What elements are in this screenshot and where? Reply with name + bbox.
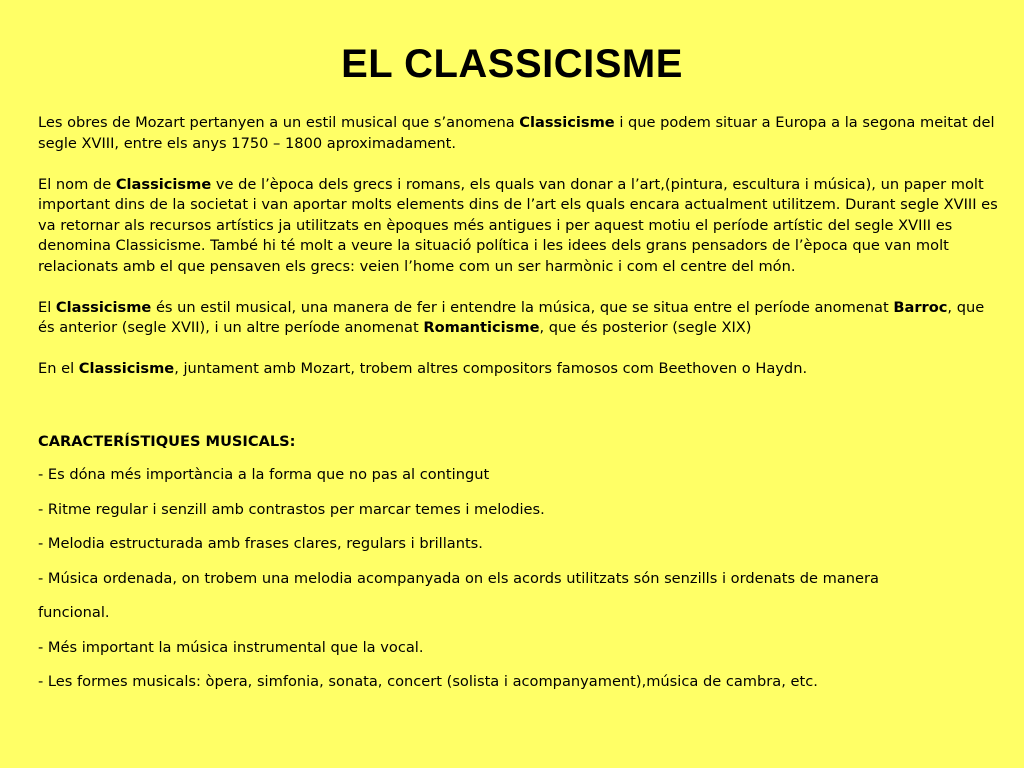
text-run: El — [38, 298, 56, 316]
bold-term: Romanticisme — [423, 319, 540, 336]
features-section — [38, 430, 998, 700]
bold-term: Classicisme — [115, 175, 212, 193]
text-run: és un estil musical, una manera de fer i entendre la música, que se situa entre el període anomenat — [151, 298, 894, 316]
feature-item: funcional. — [38, 604, 110, 621]
text-run: El nom de — [38, 175, 116, 193]
text-run: En el — [38, 360, 79, 377]
bold-term: Classicisme — [55, 298, 152, 316]
features-heading: CARACTERÍSTIQUES MUSICALS: — [38, 433, 296, 450]
text-run: Les obres de Mozart pertanyen a un estil musical que s’anomena — [38, 114, 520, 131]
feature-item: - Ritme regular i senzill amb contrastos per marcar temes i melodies. — [38, 500, 545, 518]
text-run: i que podem situar a Europa a la segona meitat del segle XVIII, entre els anys 1750 – 1800 aproximadament. — [38, 114, 995, 152]
paragraph-3 — [38, 298, 998, 339]
paragraph-4 — [38, 359, 998, 380]
feature-item: - Es dóna més importància a la forma que no pas al contingut — [38, 466, 490, 483]
paragraph-2 — [38, 175, 998, 278]
paragraph-1 — [38, 113, 998, 154]
bold-term: Classicisme — [519, 114, 615, 131]
intro-text — [38, 113, 998, 380]
bold-term: Classicisme — [78, 360, 175, 377]
text-run: , juntament amb Mozart, trobem altres compositors famosos com Beethoven o Haydn. — [174, 360, 808, 377]
text-run: ve de l’època dels grecs i romans, els quals van donar a l’art,(pintura, escultura i música), un paper molt important dins de la societat i van aportar molts elements dins de l’art els quals encara actualment utilitzem. Durant segle XVIII es va retornar als recursos artístics ja utilitzats en èpoques més antigues i per aquest motiu el període artístic del segle XVIII es denomina Classicisme. També hi té molt a veure la situació política i les idees dels grans pensadors de l’època que van molt relacionats amb el que pensaven els grecs: veien l’home com un ser harmònic i com el centre del món. — [38, 175, 998, 275]
page-title: EL CLASSICISME — [341, 42, 683, 86]
feature-item: - Música ordenada, on trobem una melodia acompanyada on els acords utilitzats són senzills i ordenats de manera — [38, 569, 879, 587]
text-run: , que és anterior (segle XVII), i un altre període anomenat — [38, 298, 985, 336]
feature-item: - Les formes musicals: òpera, simfonia, sonata, concert (solista i acompanyament),música de cambra, etc. — [38, 673, 818, 690]
feature-item: - Melodia estructurada amb frases clares, regulars i brillants. — [38, 535, 483, 552]
text-run: , que és posterior (segle XIX) — [539, 319, 752, 336]
feature-item: - Més important la música instrumental que la vocal. — [38, 638, 424, 656]
bold-term: Barroc — [893, 298, 948, 316]
features-list — [38, 458, 998, 700]
